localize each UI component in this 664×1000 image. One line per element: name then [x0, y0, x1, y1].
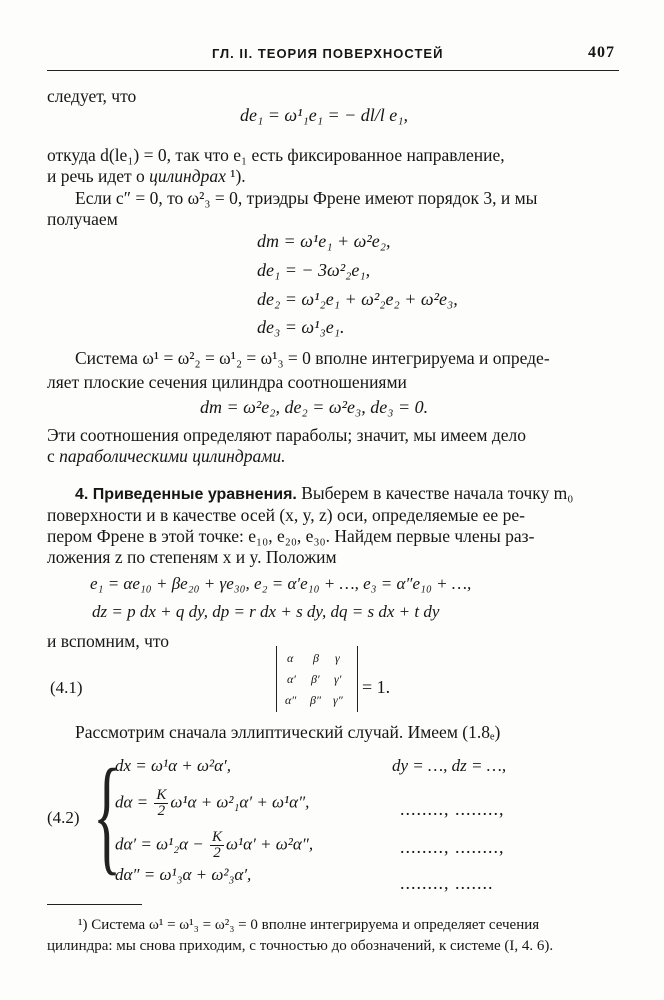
- system-eq-dalpha-prime: [115, 830, 313, 861]
- system-brace: {: [93, 743, 122, 887]
- det-cell: α″: [285, 693, 297, 707]
- det-cell: β: [313, 651, 319, 665]
- numerator: K: [212, 829, 223, 845]
- equation-de1: [240, 106, 408, 124]
- text-line: Эти соотношения определяют параболы; значит, мы имеем дело: [47, 425, 527, 445]
- text-line: пером Френе в этой точке: e₁₀, e₂₀, e₃₀. Найдем первые члены раз-: [47, 526, 535, 546]
- italic-term: параболическими цилиндрами.: [59, 446, 286, 466]
- system-eq-dalpha: [115, 788, 309, 819]
- chapter-title: ГЛ. II. ТЕОРИЯ ПОВЕРХНОСТЕЙ: [212, 46, 444, 61]
- det-cell: α: [287, 651, 294, 665]
- system-eq-dx: dx = ω¹α + ω²α′,: [115, 756, 232, 775]
- det-cell: γ″: [333, 693, 343, 707]
- text-line: [47, 448, 286, 466]
- footnote-line: ¹) Система ω¹ = ω¹₃ = ω²₃ = 0 вполне интегрируема и определяет сечения: [78, 917, 540, 933]
- text-line: поверхности и в качестве осей (x, y, z) оси, определяемые ее ре-: [47, 505, 525, 525]
- det-cell: γ′: [334, 672, 342, 686]
- text-span: Выберем в качестве начала точку m₀: [296, 483, 574, 503]
- equation-de2: de₂ = ω¹₂e₁ + ω²₂e₂ + ω²e₃,: [257, 289, 458, 309]
- page-number: 407: [588, 44, 615, 61]
- text-line: и вспомним, что: [47, 631, 170, 651]
- text-line: Рассмотрим сначала эллиптический случай. Имеем (1.8ₑ): [75, 722, 501, 742]
- equation-frame: e₁ = αe₁₀ + βe₂₀ + γe₃₀, e₂ = α′e₁₀ + …, e₃ = α″e₁₀ + …,: [90, 574, 472, 593]
- text-line: [47, 168, 246, 186]
- det-rhs: = 1.: [362, 677, 391, 697]
- system-eq-dy-dz: dy = …, dz = …,: [392, 756, 507, 775]
- equation-number: (4.2): [47, 808, 80, 827]
- det-cell: β″: [310, 693, 321, 707]
- text-line: следует, что: [47, 86, 137, 106]
- det-cell: γ: [335, 651, 340, 665]
- eq-part: ω¹α′ + ω²α″,: [226, 834, 314, 854]
- eq-part: dα′ = ω¹₂α −: [115, 834, 209, 854]
- eq-part: dα =: [115, 792, 153, 812]
- running-header: [47, 38, 619, 71]
- det-cell: α′: [287, 672, 296, 686]
- italic-term: цилиндрах: [149, 166, 226, 186]
- text-span: и речь идет о: [47, 166, 150, 186]
- footnote-line: цилиндра: мы снова приходим, с точностью до обозначений, к системе (I, 4. 6).: [47, 938, 554, 954]
- equation-de3: de₃ = ω¹₃e₁.: [257, 317, 345, 337]
- equation-number: (4.1): [50, 678, 83, 697]
- eq-de1-text: de₁ = ω¹₁e₁ = − dl/l e₁,: [240, 105, 409, 125]
- text-line: ложения z по степеням x и y. Положим: [47, 547, 337, 567]
- text-line: Если c″ = 0, то ω²₃ = 0, триэдры Френе имеют порядок 3, и мы: [75, 188, 538, 208]
- text-line: получаем: [47, 209, 118, 229]
- fraction-K-2: [210, 830, 224, 861]
- fraction-K-2: [154, 788, 168, 819]
- equation-plane-sections: dm = ω²e₂, de₂ = ω²e₃, de₃ = 0.: [200, 397, 429, 417]
- determinant: [276, 646, 358, 712]
- text-span: ¹).: [225, 166, 246, 186]
- denominator: 2: [213, 845, 221, 861]
- denominator: 2: [157, 803, 166, 819]
- text-span: с: [47, 446, 60, 466]
- section-title: 4. Приведенные уравнения.: [75, 486, 297, 503]
- eq-part: ω¹α + ω²₁α′ + ω¹α″,: [170, 792, 310, 812]
- equation-de1-b: de₁ = − 3ω²₂e₁,: [257, 260, 371, 280]
- equation-differentials: dz = p dx + q dy, dp = r dx + s dy, dq = s dx + t dy: [92, 602, 440, 621]
- dots: ........, ........,: [400, 837, 505, 857]
- numerator: K: [156, 787, 167, 803]
- text-line: Система ω¹ = ω²₂ = ω¹₂ = ω¹₃ = 0 вполне интегрируема и опреде-: [75, 348, 550, 368]
- equation-dm: dm = ω¹e₁ + ω²e₂,: [257, 231, 391, 251]
- dots: ........, .......: [400, 873, 494, 893]
- system-eq-dalpha-second: dα″ = ω¹₃α + ω²₃α′,: [115, 865, 252, 884]
- text-line: ляет плоские сечения цилиндра соотношениями: [47, 372, 407, 392]
- section-line: [75, 485, 573, 503]
- det-cell: β′: [311, 672, 320, 686]
- dots: ........, ........,: [400, 799, 505, 819]
- text-line: откуда d(le₁) = 0, так что e₁ есть фиксированное направление,: [47, 145, 505, 165]
- footnote-rule: [47, 904, 142, 905]
